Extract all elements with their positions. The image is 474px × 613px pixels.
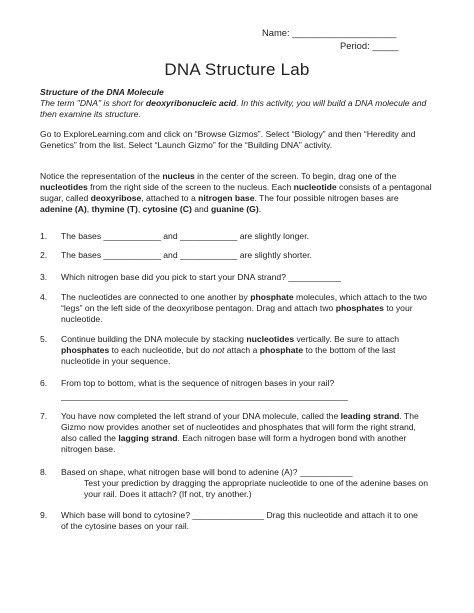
period-field xyxy=(340,40,398,51)
q9-text: Which base will bond to cytosine? _______________ Drag this nucleotide and attach it to one of the cytosine bases on your rail. xyxy=(61,510,418,531)
q7-b2: lagging strand xyxy=(118,433,178,443)
q3-text: Which nitrogen base did you pick to start your DNA strand? ___________ xyxy=(61,272,341,282)
intro-paragraph xyxy=(40,98,430,120)
q4-b1: phosphate xyxy=(250,292,294,302)
q6-answer-line: ____________________________________________________________ xyxy=(61,391,348,401)
q4-t1: The nucleotides are connected to one another by xyxy=(61,292,251,302)
q5-t2: vertically. Be sure to attach xyxy=(294,334,400,344)
notice-b4: deoxyribose xyxy=(90,193,142,203)
notice-b8: cytosine (C) xyxy=(142,204,192,214)
intro-bold: deoxyribonucleic acid xyxy=(145,98,237,108)
notice-b1: nucleus xyxy=(162,171,195,181)
q7-text xyxy=(61,411,427,455)
notice-t8: , xyxy=(137,204,143,214)
q2-number: 2. xyxy=(40,250,48,260)
intro-text-2: . In this activity, you will build a DNA molecule and then examine its structure. xyxy=(40,98,427,119)
q5-b1: nucleotides xyxy=(246,334,295,344)
q7-t3: . Each nitrogen base will form a hydrogen bond with another nitrogen base. xyxy=(61,433,407,454)
q9-number: 9. xyxy=(40,510,48,520)
q6-text: From top to bottom, what is the sequence of nitrogen bases in your rail? xyxy=(61,378,335,388)
q5-t4: attach a xyxy=(224,345,260,355)
q5-t3: to each nucleotide, but do xyxy=(109,345,213,355)
q2-text: The bases ____________ and ____________ are slightly shorter. xyxy=(61,250,312,260)
notice-t4: consists of a pentagonal sugar, called xyxy=(40,182,432,203)
section-heading: Structure of the DNA Molecule xyxy=(40,87,164,97)
page-title: DNA Structure Lab xyxy=(164,60,310,79)
q1-text: The bases ____________ and ____________ are slightly longer. xyxy=(61,231,309,241)
notice-b2: nucleotides xyxy=(40,182,88,192)
q4-t2: molecules, which attach to the two “legs” on the left side of the deoxyribose pentagon. Drag and attach two xyxy=(61,292,427,313)
q7-t1: You have now completed the left strand of your DNA molecule, called the xyxy=(61,411,341,421)
q8-text: Based on shape, what nitrogen base will bond to adenine (A)? ___________ xyxy=(61,467,353,477)
notice-t7: , xyxy=(86,204,92,214)
q5-i1: not xyxy=(212,345,225,355)
notice-t1: Notice the representation of the xyxy=(40,171,163,181)
period-label: Period: xyxy=(340,40,370,51)
q7-number: 7. xyxy=(40,411,48,421)
notice-b5: nitrogen base xyxy=(198,193,255,203)
notice-b6: adenine (A) xyxy=(40,204,87,214)
notice-t9: and xyxy=(191,204,211,214)
q5-b3: phosphate xyxy=(259,345,304,355)
notice-t2: in the center of the screen. To begin, drag one of the xyxy=(194,171,397,181)
instructions-paragraph: Go to ExploreLearning.com and click on “Browse Gizmos”. Select “Biology” and then “Heredity and Genetics” from the list. Select “Launch Gizmo” for the “Building DNA” activity. xyxy=(40,129,416,150)
q7-b1: leading strand xyxy=(340,411,400,421)
q1-number: 1. xyxy=(40,231,48,241)
period-blank: _____ xyxy=(372,40,399,51)
q3-number: 3. xyxy=(40,272,48,282)
name-label: Name: xyxy=(262,27,290,38)
notice-b3: nucleotide xyxy=(293,182,337,192)
notice-t3: from the right side of the screen to the nucleus. Each xyxy=(87,182,294,192)
q4-text xyxy=(61,292,427,325)
q8-followup: Test your prediction by dragging the appropriate nucleotide to one of the adenine bases on your rail. Does it attach? (If not, try another.) xyxy=(84,478,428,499)
name-field xyxy=(262,27,397,38)
q4-number: 4. xyxy=(40,292,48,302)
name-blank: ____________________ xyxy=(292,27,397,38)
q5-t1: Continue building the DNA molecule by stacking xyxy=(61,334,247,344)
notice-b9: guanine (G) xyxy=(210,204,259,214)
q6-number: 6. xyxy=(40,378,48,388)
q5-text xyxy=(61,334,427,367)
q4-b2: phosphates xyxy=(335,303,384,313)
notice-t6: . The four possible nitrogen bases are xyxy=(254,193,399,203)
q5-t5: to the bottom of the last nucleotide in your sequence. xyxy=(61,345,396,366)
notice-b7: thymine (T) xyxy=(91,204,138,214)
q5-number: 5. xyxy=(40,334,48,344)
q4-t3: to your nucleotide. xyxy=(61,303,413,324)
q8-number: 8. xyxy=(40,467,48,477)
notice-t10: . xyxy=(258,204,262,214)
q5-b2: phosphates xyxy=(61,345,110,355)
q7-t2: . The Gizmo now provides another set of nucleotides and phosphates that will form the right strand, also called the xyxy=(61,411,419,443)
notice-t5: , attached to a xyxy=(141,193,199,203)
notice-paragraph xyxy=(40,171,432,215)
intro-text-1: The term "DNA" is short for xyxy=(40,98,146,108)
